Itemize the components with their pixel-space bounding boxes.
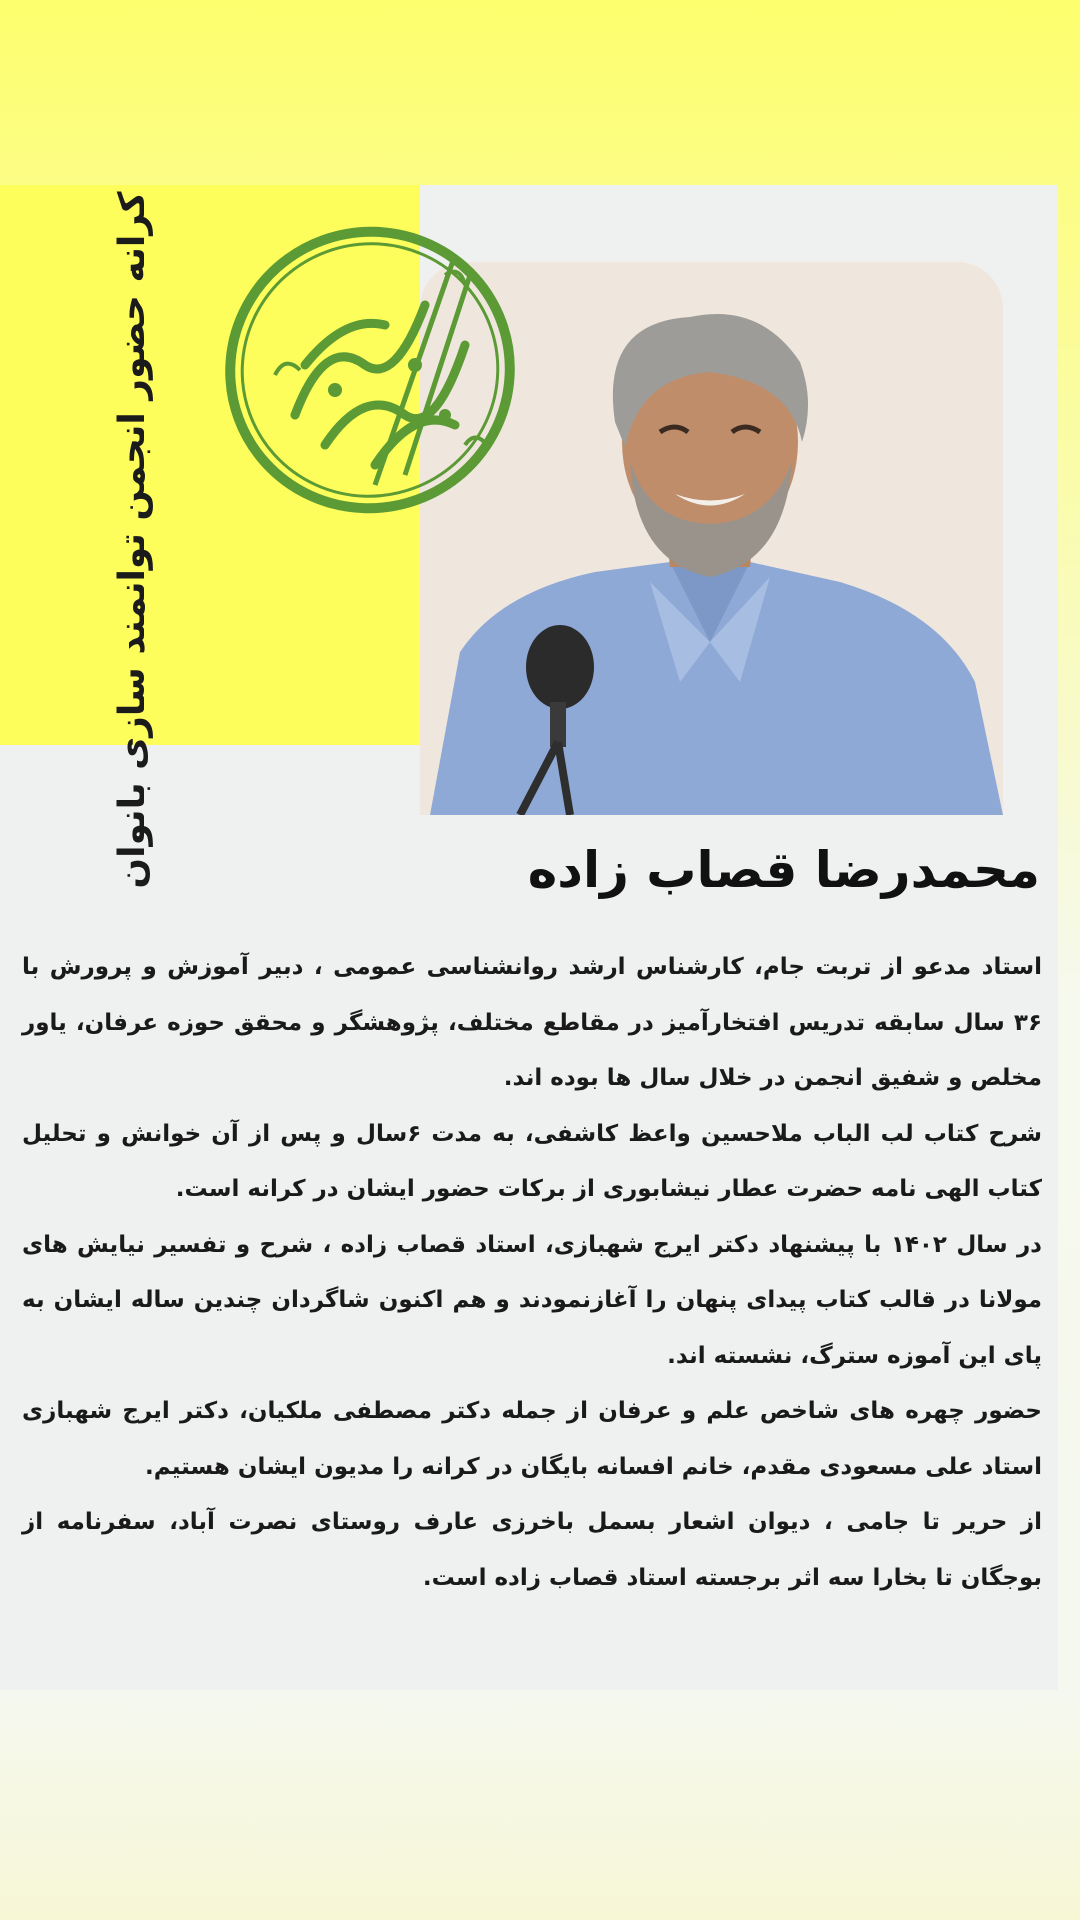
bio-text (22, 940, 1042, 1606)
bio-paragraph: حضور چهره های شاخص علم و عرفان از جمله دکتر مصطفی ملکیان، دکتر ایرج شهبازی استاد علی مسعودی مقدم، خانم افسانه بایگان در کرانه را مدیون ایشان هستیم. (22, 1398, 1042, 1480)
bio-paragraph: استاد مدعو از تربت جام، کارشناس ارشد روانشناسی عمومی ، دبیر آموزش و پرورش با ۳۶ سال سابقه تدریس افتخارآمیز در مقاطع مختلف، پژوهشگر و محقق حوزه عرفان، یاور مخلص و شفیق انجمن در خلال سال ها بوده اند. (22, 954, 1042, 1091)
bio-paragraph: در سال ۱۴۰۲ با پیشنهاد دکتر ایرج شهبازی، استاد قصاب زاده ، شرح و تفسیر نیایش های مولانا در قالب کتاب پیدای پنهان را آغازنمودند و هم اکنون شاگردان چندین ساله ایشان به پای این آموزه سترگ، نشسته اند. (22, 1231, 1042, 1369)
bio-paragraph: شرح کتاب لب الباب ملاحسین واعظ کاشفی، به مدت ۶سال و پس از آن خوانش و تحلیل کتاب الهی نامه حضرت عطار نیشابوری از برکات حضور ایشان در کرانه است. (22, 1120, 1042, 1202)
organization-title-vertical: کرانه حضور انجمن توانمند سازی بانوان (112, 191, 153, 889)
seal-logo (215, 215, 525, 525)
profile-name: محمدرضا قصاب زاده (527, 841, 1040, 899)
bio-paragraph: از حریر تا جامی ، دیوان اشعار بسمل باخرزی عارف روستای نصرت آباد، سفرنامه از بوجگان تا بخارا سه اثر برجسته استاد قصاب زاده است. (22, 1509, 1042, 1591)
